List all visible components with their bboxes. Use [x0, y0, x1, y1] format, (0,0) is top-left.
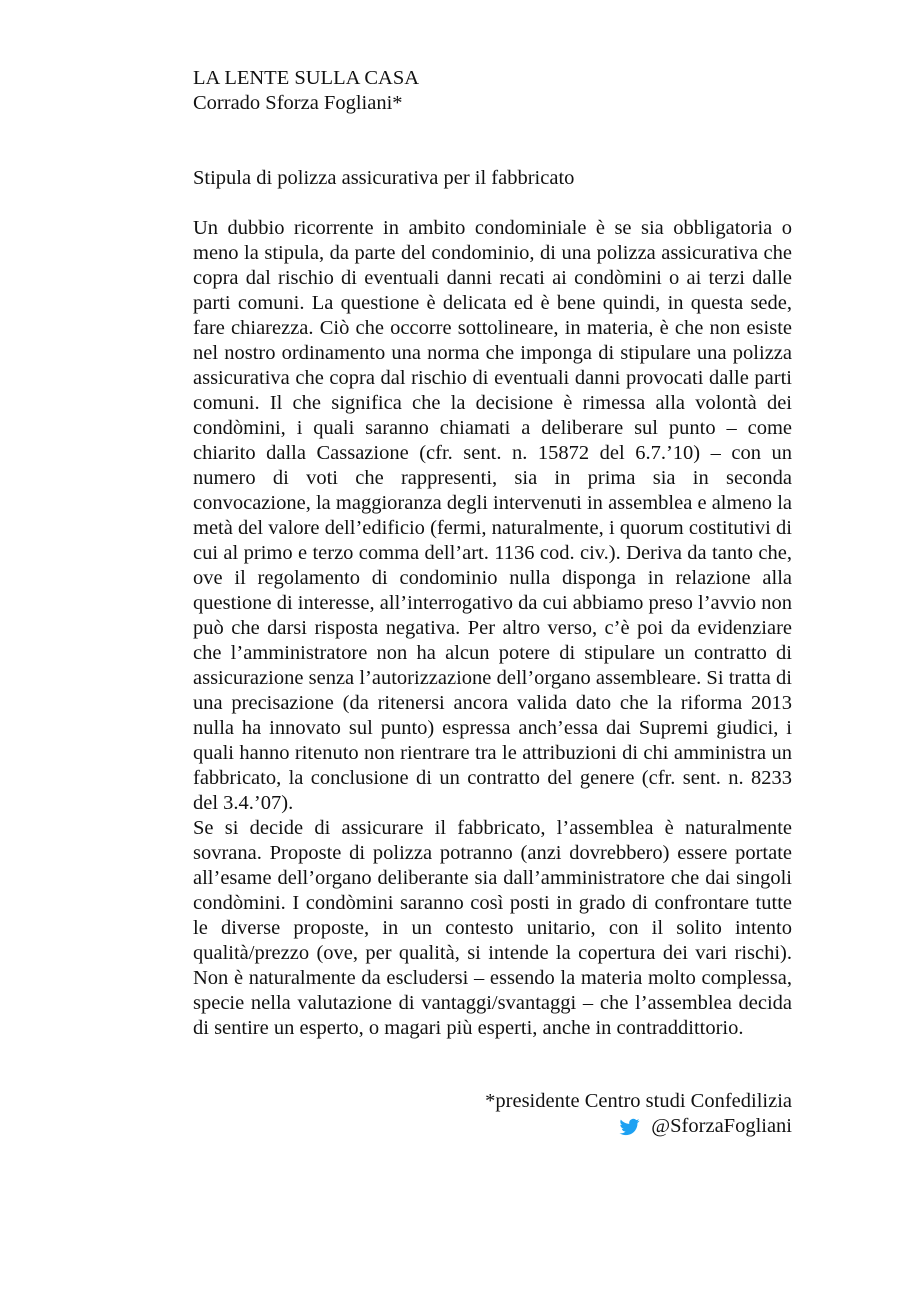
paragraph: Se si decide di assicurare il fabbricato, l’assemblea è naturalmente sovrana. Proposte di polizza potranno (anzi dovrebbero) essere portate all’esame dell’organo deliberante sia dall’amministratore che dai singoli condòmini. I condòmini saranno così posti in grado di confrontare tutte le diverse proposte, in un contesto unitario, con il solito intento qualità/prezzo (ove, per qualità, si intende la copertura dei vari rischi). Non è naturalmente da escludersi – essendo la materia molto complessa, specie nella valutazione di vantaggi/svantaggi – che l’assemblea decida di sentire un esperto, o magari più esperti, anche in contraddittorio.: [193, 817, 792, 1039]
document-header: [193, 66, 792, 116]
footer-role-note: *presidente Centro studi Confedilizia: [485, 1090, 792, 1112]
document-content: [193, 66, 792, 1139]
document-footer: [193, 1089, 792, 1139]
twitter-handle: @SforzaFogliani: [651, 1115, 792, 1137]
article-body: [193, 216, 792, 1041]
paragraph: Un dubbio ricorrente in ambito condominiale è se sia obbligatoria o meno la stipula, da parte del condominio, di una polizza assicurativa che copra dal rischio di eventuali danni recati ai condòmini o ai terzi dalle parti comuni. La questione è delicata ed è bene quindi, in questa sede, fare chiarezza. Ciò che occorre sottolineare, in materia, è che non esiste nel nostro ordinamento una norma che imponga di stipulare una polizza assicurativa che copra dal rischio di eventuali danni provocati dalle parti comuni. Il che significa che la decisione è rimessa alla volontà dei condòmini, i quali saranno chiamati a deliberare sul punto – come chiarito dalla Cassazione (cfr. sent. n. 15872 del 6.7.’10) – con un numero di voti che rappresenti, sia in prima sia in seconda convocazione, la maggioranza degli intervenuti in assemblea e almeno la metà del valore dell’edificio (fermi, naturalmente, i quorum costitutivi di cui al primo e terzo comma dell’art. 1136 cod. civ.). Deriva da tanto che, ove il regolamento di condominio nulla disponga in relazione alla questione di interesse, all’interrogativo da cui abbiamo preso l’avvio non può che darsi risposta negativa. Per altro verso, c’è poi da evidenziare che l’amministratore non ha alcun potere di stipulare un contratto di assicurazione senza l’autorizzazione dell’organo assembleare. Si tratta di una precisazione (da ritenersi ancora valida dato che la riforma 2013 nulla ha innovato sul punto) espressa anch’essa dai Supremi giudici, i quali hanno ritenuto non rientrare tra le attribuzioni di chi amministra un fabbricato, la conclusione di un contratto del genere (cfr. sent. n. 8233 del 3.4.’07).: [193, 217, 792, 814]
twitter-bird-icon: [617, 1117, 642, 1137]
twitter-line: [193, 1114, 792, 1139]
article-heading: Stipula di polizza assicurativa per il fabbricato: [193, 167, 575, 189]
document-title: LA LENTE SULLA CASA: [193, 67, 420, 89]
document-author: Corrado Sforza Fogliani*: [193, 92, 403, 114]
